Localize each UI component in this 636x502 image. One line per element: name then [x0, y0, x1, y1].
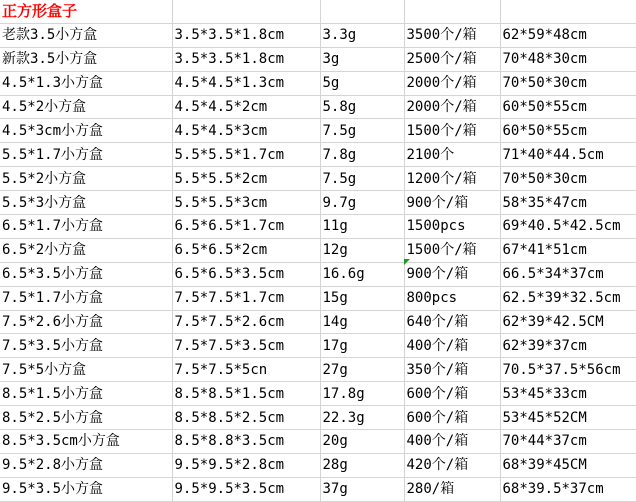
- table-row: [0, 310, 636, 334]
- dimensions-cell[interactable]: 3.5*3.5*1.8cm: [172, 23, 320, 47]
- product-name-cell[interactable]: 8.5*2.5小方盒: [0, 406, 172, 430]
- product-name-cell[interactable]: 7.5*3.5小方盒: [0, 334, 172, 358]
- dimensions-cell[interactable]: 7.5*7.5*1.7cm: [172, 286, 320, 310]
- dimensions-cell[interactable]: 9.5*9.5*2.8cm: [172, 453, 320, 477]
- dimensions-cell[interactable]: 8.5*8.5*1.5cm: [172, 382, 320, 406]
- table-row: [0, 23, 636, 47]
- carton-size-cell[interactable]: 70*44*37cm: [500, 430, 636, 454]
- title-row: [0, 0, 636, 23]
- carton-size-cell[interactable]: 60*50*55cm: [500, 119, 636, 143]
- pack-qty-cell[interactable]: 2000个/箱: [404, 95, 500, 119]
- carton-size-cell[interactable]: 62.5*39*32.5cm: [500, 286, 636, 310]
- weight-cell[interactable]: 7.5g: [320, 119, 404, 143]
- carton-size-cell[interactable]: 53*45*52CM: [500, 406, 636, 430]
- pack-qty-cell[interactable]: 2500个/箱: [404, 47, 500, 71]
- weight-cell[interactable]: 28g: [320, 453, 404, 477]
- pack-qty-cell[interactable]: 600个/箱: [404, 382, 500, 406]
- pack-qty-cell[interactable]: 1500个/箱: [404, 119, 500, 143]
- carton-size-cell[interactable]: 70*48*30cm: [500, 47, 636, 71]
- product-name-cell[interactable]: 老款3.5小方盒: [0, 23, 172, 47]
- carton-size-cell[interactable]: 70*50*30cm: [500, 71, 636, 95]
- dimensions-cell[interactable]: 8.5*8.5*2.5cm: [172, 406, 320, 430]
- carton-size-cell[interactable]: 60*50*55cm: [500, 95, 636, 119]
- dimensions-cell[interactable]: 8.5*8.8*3.5cm: [172, 430, 320, 454]
- weight-cell[interactable]: 3g: [320, 47, 404, 71]
- table-row: [0, 430, 636, 454]
- pack-qty-cell[interactable]: 600个/箱: [404, 406, 500, 430]
- carton-size-cell[interactable]: 58*35*47cm: [500, 191, 636, 215]
- weight-cell[interactable]: 3.3g: [320, 23, 404, 47]
- weight-cell[interactable]: 16.6g: [320, 262, 404, 286]
- table-row: [0, 95, 636, 119]
- table-row: [0, 334, 636, 358]
- dimensions-cell[interactable]: 9.5*9.5*3.5cm: [172, 477, 320, 501]
- pack-qty-cell[interactable]: 2000个/箱: [404, 71, 500, 95]
- pack-qty-cell[interactable]: 400个/箱: [404, 334, 500, 358]
- product-name-cell[interactable]: 5.5*2小方盒: [0, 167, 172, 191]
- table-row: [0, 167, 636, 191]
- product-name-cell[interactable]: 新款3.5小方盒: [0, 47, 172, 71]
- table-row: [0, 238, 636, 262]
- table-row: [0, 119, 636, 143]
- weight-cell[interactable]: 37g: [320, 477, 404, 501]
- dimensions-cell[interactable]: 6.5*6.5*2cm: [172, 238, 320, 262]
- product-name-cell[interactable]: 7.5*5小方盒: [0, 358, 172, 382]
- carton-size-cell[interactable]: 53*45*33cm: [500, 382, 636, 406]
- cell[interactable]: [404, 0, 500, 23]
- product-name-cell[interactable]: 4.5*1.3小方盒: [0, 71, 172, 95]
- product-name-cell[interactable]: 5.5*1.7小方盒: [0, 143, 172, 167]
- sheet-title[interactable]: 正方形盒子: [0, 0, 172, 23]
- weight-cell[interactable]: 5g: [320, 71, 404, 95]
- weight-cell[interactable]: 17g: [320, 334, 404, 358]
- pack-qty-cell[interactable]: 3500个/箱: [404, 23, 500, 47]
- table-row: [0, 286, 636, 310]
- dimensions-cell[interactable]: 5.5*5.5*2cm: [172, 167, 320, 191]
- table-row: [0, 358, 636, 382]
- weight-cell[interactable]: 7.8g: [320, 143, 404, 167]
- pack-qty-cell[interactable]: 400个/箱: [404, 430, 500, 454]
- product-name-cell[interactable]: 4.5*3cm小方盒: [0, 119, 172, 143]
- table-row: [0, 215, 636, 239]
- pack-qty-cell[interactable]: 2100个: [404, 143, 500, 167]
- table-row: [0, 406, 636, 430]
- dimensions-cell[interactable]: 4.5*4.5*3cm: [172, 119, 320, 143]
- weight-cell[interactable]: 17.8g: [320, 382, 404, 406]
- dimensions-cell[interactable]: 7.5*7.5*2.6cm: [172, 310, 320, 334]
- weight-cell[interactable]: 15g: [320, 286, 404, 310]
- product-name-cell[interactable]: 8.5*3.5cm小方盒: [0, 430, 172, 454]
- dimensions-cell[interactable]: 7.5*7.5*3.5cm: [172, 334, 320, 358]
- product-name-cell[interactable]: 6.5*3.5小方盒: [0, 262, 172, 286]
- carton-size-cell[interactable]: 71*40*44.5cm: [500, 143, 636, 167]
- carton-size-cell[interactable]: 67*41*51cm: [500, 238, 636, 262]
- dimensions-cell[interactable]: 4.5*4.5*1.3cm: [172, 71, 320, 95]
- pack-qty-cell[interactable]: 280/箱: [404, 477, 500, 501]
- dimensions-cell[interactable]: 5.5*5.5*1.7cm: [172, 143, 320, 167]
- pack-qty-cell[interactable]: 800pcs: [404, 286, 500, 310]
- carton-size-cell[interactable]: 62*39*42.5CM: [500, 310, 636, 334]
- pack-qty-cell[interactable]: 1500pcs: [404, 215, 500, 239]
- table-row: [0, 477, 636, 501]
- cell[interactable]: [172, 0, 320, 23]
- dimensions-cell[interactable]: 4.5*4.5*2cm: [172, 95, 320, 119]
- carton-size-cell[interactable]: 68*39*45CM: [500, 453, 636, 477]
- weight-cell[interactable]: 9.7g: [320, 191, 404, 215]
- carton-size-cell[interactable]: 68*39.5*37cm: [500, 477, 636, 501]
- weight-cell[interactable]: 22.3g: [320, 406, 404, 430]
- table-row: [0, 47, 636, 71]
- product-name-cell[interactable]: 6.5*2小方盒: [0, 238, 172, 262]
- product-name-cell[interactable]: 6.5*1.7小方盒: [0, 215, 172, 239]
- weight-cell[interactable]: 5.8g: [320, 95, 404, 119]
- table-row: [0, 143, 636, 167]
- weight-cell[interactable]: 12g: [320, 238, 404, 262]
- product-name-cell[interactable]: 7.5*1.7小方盒: [0, 286, 172, 310]
- pack-qty-cell[interactable]: 900个/箱: [404, 191, 500, 215]
- product-name-cell[interactable]: 5.5*3小方盒: [0, 191, 172, 215]
- weight-cell[interactable]: 14g: [320, 310, 404, 334]
- cell[interactable]: [500, 0, 636, 23]
- carton-size-cell[interactable]: 66.5*34*37cm: [500, 262, 636, 286]
- weight-cell[interactable]: 11g: [320, 215, 404, 239]
- weight-cell[interactable]: 20g: [320, 430, 404, 454]
- dimensions-cell[interactable]: 3.5*3.5*1.8cm: [172, 47, 320, 71]
- carton-size-cell[interactable]: 62*39*37cm: [500, 334, 636, 358]
- table-row: [0, 71, 636, 95]
- table-row: [0, 262, 636, 286]
- table-row: [0, 191, 636, 215]
- pack-qty-cell[interactable]: 350个/箱: [404, 358, 500, 382]
- product-name-cell[interactable]: 8.5*1.5小方盒: [0, 382, 172, 406]
- comment-indicator[interactable]: [404, 259, 410, 265]
- table-row: [0, 382, 636, 406]
- product-name-cell[interactable]: 7.5*2.6小方盒: [0, 310, 172, 334]
- pack-qty-cell[interactable]: 1200个/箱: [404, 167, 500, 191]
- dimensions-cell[interactable]: 7.5*7.5*5cn: [172, 358, 320, 382]
- dimensions-cell[interactable]: 6.5*6.5*1.7cm: [172, 215, 320, 239]
- weight-cell[interactable]: 7.5g: [320, 167, 404, 191]
- table-row: [0, 453, 636, 477]
- carton-size-cell[interactable]: 70.5*37.5*56cm: [500, 358, 636, 382]
- carton-size-cell[interactable]: 62*59*48cm: [500, 23, 636, 47]
- carton-size-cell[interactable]: 69*40.5*42.5cm: [500, 215, 636, 239]
- dimensions-cell[interactable]: 5.5*5.5*3cm: [172, 191, 320, 215]
- cell[interactable]: [320, 0, 404, 23]
- product-name-cell[interactable]: 9.5*3.5小方盒: [0, 477, 172, 501]
- product-name-cell[interactable]: 4.5*2小方盒: [0, 95, 172, 119]
- pack-qty-cell[interactable]: 900个/箱: [404, 262, 500, 286]
- pack-qty-cell[interactable]: 1500个/箱: [404, 238, 500, 262]
- weight-cell[interactable]: 27g: [320, 358, 404, 382]
- dimensions-cell[interactable]: 6.5*6.5*3.5cm: [172, 262, 320, 286]
- product-name-cell[interactable]: 9.5*2.8小方盒: [0, 453, 172, 477]
- pack-qty-cell[interactable]: 640个/箱: [404, 310, 500, 334]
- pack-qty-cell[interactable]: 420个/箱: [404, 453, 500, 477]
- carton-size-cell[interactable]: 70*50*30cm: [500, 167, 636, 191]
